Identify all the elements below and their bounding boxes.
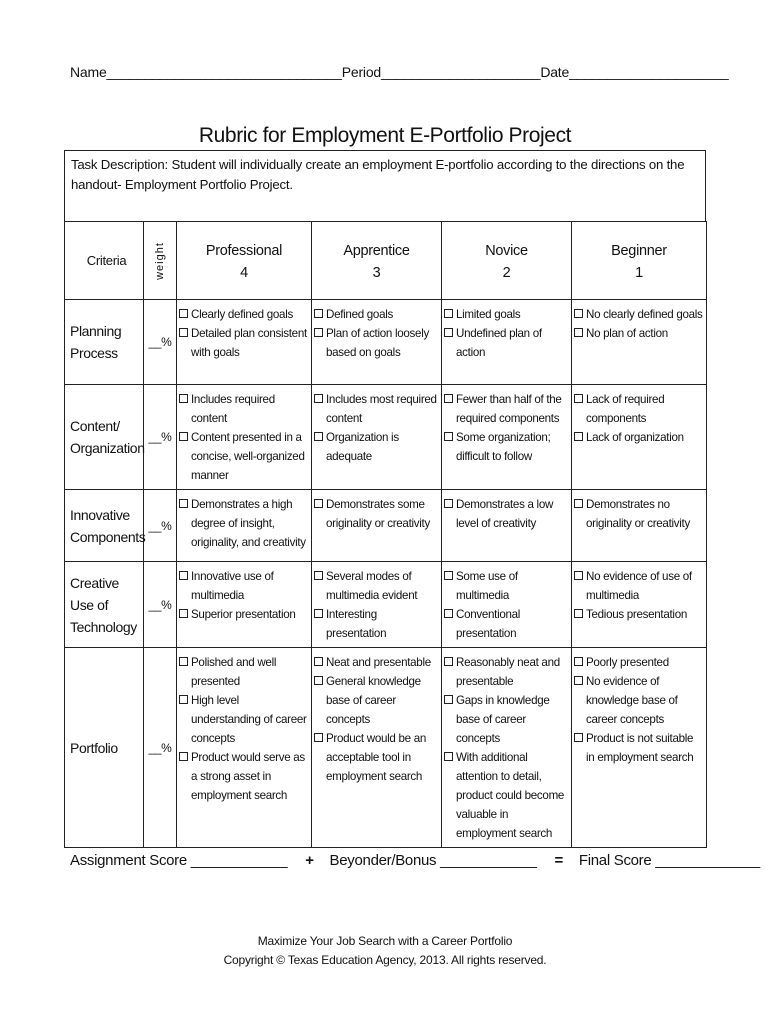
level-cell-beginner xyxy=(572,490,707,562)
criteria-header: Criteria xyxy=(65,222,144,300)
rubric-item xyxy=(444,305,569,324)
rubric-item xyxy=(179,495,309,552)
level-cell-apprentice xyxy=(312,490,442,562)
rubric-item xyxy=(179,567,309,605)
rubric-item-text: No plan of action xyxy=(586,327,668,340)
weight-field[interactable]: __% xyxy=(144,300,177,385)
table-header-row xyxy=(65,222,707,300)
level-cell-professional xyxy=(177,490,312,562)
date-label: Date xyxy=(540,64,570,80)
level-cell-apprentice xyxy=(312,648,442,848)
checkbox-icon[interactable] xyxy=(574,657,583,666)
rubric-item xyxy=(314,324,439,362)
level-cell-beginner xyxy=(572,648,707,848)
table-row xyxy=(65,385,707,490)
rubric-item-text: Fewer than half of the required components xyxy=(456,393,562,425)
weight-field[interactable]: __% xyxy=(144,490,177,562)
criterion-label: Portfolio xyxy=(65,648,144,848)
rubric-item-text: Lack of required components xyxy=(586,393,665,425)
checkbox-icon[interactable] xyxy=(444,695,453,704)
rubric-item-text: Gaps in knowledge base of career concepts xyxy=(456,694,550,745)
checkbox-icon[interactable] xyxy=(314,499,323,508)
rubric-item-text: Demonstrates no originality or creativity xyxy=(586,498,690,530)
footer-subtitle: Maximize Your Job Search with a Career Portfolio xyxy=(257,934,513,948)
checkbox-icon[interactable] xyxy=(444,499,453,508)
level-cell-professional xyxy=(177,300,312,385)
rubric-item xyxy=(574,390,704,428)
checkbox-icon[interactable] xyxy=(314,309,323,318)
checkbox-icon[interactable] xyxy=(314,657,323,666)
rubric-item-text: Limited goals xyxy=(456,308,521,321)
rubric-item-text: No evidence of knowledge base of career concepts xyxy=(586,675,678,726)
checkbox-icon[interactable] xyxy=(574,609,583,618)
rubric-item xyxy=(444,605,569,643)
rubric-item-text: Lack of organization xyxy=(586,431,684,444)
checkbox-icon[interactable] xyxy=(444,657,453,666)
rubric-item xyxy=(574,305,704,324)
checkbox-icon[interactable] xyxy=(314,394,323,403)
weight-field[interactable]: __% xyxy=(144,385,177,490)
checkbox-icon[interactable] xyxy=(179,309,188,318)
weight-header xyxy=(144,222,177,300)
rubric-item xyxy=(574,495,704,533)
rubric-item-text: Neat and presentable xyxy=(326,656,431,669)
level-cell-professional xyxy=(177,385,312,490)
equals-sign: = xyxy=(554,852,563,869)
level-cell-novice xyxy=(442,648,572,848)
name-field[interactable]: _______________________________ xyxy=(106,64,342,80)
checkbox-icon[interactable] xyxy=(314,432,323,441)
checkbox-icon[interactable] xyxy=(314,733,323,742)
rubric-item xyxy=(444,567,569,605)
checkbox-icon[interactable] xyxy=(314,571,323,580)
task-description: Task Description: Student will individually create an employment E-portfolio according to the directions on the handout- Employment Portfolio Project. xyxy=(64,150,706,222)
level-cell-novice xyxy=(442,562,572,648)
final-score-field[interactable]: _____________ xyxy=(655,852,760,869)
rubric-item xyxy=(179,324,309,362)
checkbox-icon[interactable] xyxy=(179,499,188,508)
bonus-label: Beyonder/Bonus xyxy=(329,852,437,869)
checkbox-icon[interactable] xyxy=(574,499,583,508)
rubric-item-text: Demonstrates a high degree of insight, originality, and creativity xyxy=(191,498,306,549)
checkbox-icon[interactable] xyxy=(444,571,453,580)
weight-field[interactable]: __% xyxy=(144,562,177,648)
rubric-item xyxy=(179,653,309,691)
rubric-item-text: Reasonably neat and presentable xyxy=(456,656,560,688)
criterion-label: Innovative Components xyxy=(65,490,144,562)
rubric-item xyxy=(574,324,704,343)
footer xyxy=(0,932,770,970)
rubric-item xyxy=(179,748,309,805)
checkbox-icon[interactable] xyxy=(574,733,583,742)
checkbox-icon[interactable] xyxy=(179,432,188,441)
checkbox-icon[interactable] xyxy=(444,328,453,337)
rubric-item-text: Undefined plan of action xyxy=(456,327,542,359)
checkbox-icon[interactable] xyxy=(574,309,583,318)
rubric-item-text: Product would serve as a strong asset in employment search xyxy=(191,751,305,802)
level-cell-novice xyxy=(442,490,572,562)
rubric-item xyxy=(314,305,439,324)
checkbox-icon[interactable] xyxy=(574,394,583,403)
rubric-item-text: Detailed plan consistent with goals xyxy=(191,327,307,359)
assignment-score-field[interactable]: ____________ xyxy=(190,852,288,869)
rubric-item xyxy=(444,428,569,466)
rubric-item xyxy=(314,495,439,533)
rubric-item-text: Interesting presentation xyxy=(326,608,387,640)
rubric-item xyxy=(574,567,704,605)
student-info-line xyxy=(70,64,729,80)
rubric-item-text: With additional attention to detail, product could become valuable in employment search xyxy=(456,751,565,840)
checkbox-icon[interactable] xyxy=(444,432,453,441)
checkbox-icon[interactable] xyxy=(444,609,453,618)
rubric-item xyxy=(179,305,309,324)
rubric-item xyxy=(444,390,569,428)
checkbox-icon[interactable] xyxy=(179,609,188,618)
rubric-item xyxy=(314,605,439,643)
rubric-item-text: Content presented in a concise, well-organized manner xyxy=(191,431,305,482)
rubric-item xyxy=(574,653,704,672)
checkbox-icon[interactable] xyxy=(574,432,583,441)
rubric-item xyxy=(444,653,569,691)
rubric-item-text: Includes required content xyxy=(191,393,275,425)
rubric-item xyxy=(314,390,439,428)
rubric-item xyxy=(314,672,439,729)
rubric-item-text: Polished and well presented xyxy=(191,656,277,688)
table-row xyxy=(65,648,707,848)
rubric-item xyxy=(444,691,569,748)
checkbox-icon[interactable] xyxy=(179,394,188,403)
score-summary xyxy=(70,852,760,869)
rubric-item xyxy=(574,729,704,767)
checkbox-icon[interactable] xyxy=(444,752,453,761)
rubric-item xyxy=(314,729,439,786)
checkbox-icon[interactable] xyxy=(179,328,188,337)
rubric-item-text: Several modes of multimedia evident xyxy=(326,570,418,602)
plus-sign: + xyxy=(305,852,314,869)
rubric-table xyxy=(64,221,707,848)
weight-field[interactable]: __% xyxy=(144,648,177,848)
rubric-item-text: Plan of action loosely based on goals xyxy=(326,327,429,359)
rubric-item-text: Innovative use of multimedia xyxy=(191,570,274,602)
level-header-novice: Novice 2 xyxy=(442,222,572,300)
rubric-item xyxy=(444,324,569,362)
rubric-item xyxy=(444,495,569,533)
rubric-item-text: Product is not suitable in employment search xyxy=(586,732,694,764)
rubric-item-text: Clearly defined goals xyxy=(191,308,293,321)
checkbox-icon[interactable] xyxy=(574,571,583,580)
level-header-beginner: Beginner 1 xyxy=(572,222,707,300)
bonus-field[interactable]: ____________ xyxy=(440,852,537,869)
criterion-label: Creative Use of Technology xyxy=(65,562,144,648)
level-cell-apprentice xyxy=(312,385,442,490)
checkbox-icon[interactable] xyxy=(314,328,323,337)
checkbox-icon[interactable] xyxy=(314,609,323,618)
level-cell-beginner xyxy=(572,385,707,490)
level-header-apprentice: Apprentice 3 xyxy=(312,222,442,300)
rubric-item-text: Demonstrates a low level of creativity xyxy=(456,498,554,530)
rubric-item-text: No clearly defined goals xyxy=(586,308,703,321)
table-row xyxy=(65,562,707,648)
level-cell-novice xyxy=(442,300,572,385)
rubric-item xyxy=(179,691,309,748)
name-label: Name xyxy=(70,64,107,80)
rubric-item xyxy=(314,428,439,466)
checkbox-icon[interactable] xyxy=(179,571,188,580)
rubric-item xyxy=(314,653,439,672)
checkbox-icon[interactable] xyxy=(179,752,188,761)
rubric-item-text: Superior presentation xyxy=(191,608,296,621)
checkbox-icon[interactable] xyxy=(574,328,583,337)
level-cell-professional xyxy=(177,648,312,848)
level-cell-beginner xyxy=(572,562,707,648)
rubric-item-text: High level understanding of career concepts xyxy=(191,694,307,745)
level-cell-apprentice xyxy=(312,300,442,385)
rubric-item xyxy=(574,672,704,729)
date-field[interactable]: _____________________ xyxy=(569,64,729,80)
period-label: Period xyxy=(341,64,381,80)
level-cell-novice xyxy=(442,385,572,490)
checkbox-icon[interactable] xyxy=(179,657,188,666)
rubric-item-text: Includes most required content xyxy=(326,393,437,425)
rubric-item-text: General knowledge base of career concepts xyxy=(326,675,421,726)
criterion-label: Content/ Organization xyxy=(65,385,144,490)
rubric-item xyxy=(574,605,704,624)
rubric-item xyxy=(444,748,569,843)
rubric-item-text: Conventional presentation xyxy=(456,608,521,640)
rubric-item-text: Some organization; difficult to follow xyxy=(456,431,551,463)
table-row xyxy=(65,300,707,385)
assignment-score-label: Assignment Score xyxy=(70,852,187,869)
rubric-item-text: Defined goals xyxy=(326,308,393,321)
rubric-item-text: Some use of multimedia xyxy=(456,570,518,602)
checkbox-icon[interactable] xyxy=(444,309,453,318)
table-row xyxy=(65,490,707,562)
level-cell-apprentice xyxy=(312,562,442,648)
checkbox-icon[interactable] xyxy=(314,676,323,685)
checkbox-icon[interactable] xyxy=(574,676,583,685)
rubric-item-text: Poorly presented xyxy=(586,656,669,669)
checkbox-icon[interactable] xyxy=(444,394,453,403)
checkbox-icon[interactable] xyxy=(179,695,188,704)
rubric-item-text: Tedious presentation xyxy=(586,608,687,621)
rubric-item xyxy=(314,567,439,605)
weight-header-label: weight xyxy=(154,241,166,280)
rubric-item-text: Organization is adequate xyxy=(326,431,399,463)
document-title: Rubric for Employment E-Portfolio Project xyxy=(198,124,572,147)
rubric-item xyxy=(179,428,309,485)
period-field[interactable]: _____________________ xyxy=(381,64,541,80)
level-header-professional: Professional 4 xyxy=(177,222,312,300)
rubric-item-text: No evidence of use of multimedia xyxy=(586,570,692,602)
level-cell-professional xyxy=(177,562,312,648)
rubric-item xyxy=(179,390,309,428)
criterion-label: Planning Process xyxy=(65,300,144,385)
rubric-item-text: Demonstrates some originality or creativity xyxy=(326,498,430,530)
rubric-item xyxy=(179,605,309,624)
rubric-item-text: Product would be an acceptable tool in employment search xyxy=(326,732,427,783)
rubric-item xyxy=(574,428,704,447)
level-cell-beginner xyxy=(572,300,707,385)
final-score-label: Final Score xyxy=(578,852,652,869)
copyright: Copyright © Texas Education Agency, 2013. All rights reserved. xyxy=(223,953,547,967)
